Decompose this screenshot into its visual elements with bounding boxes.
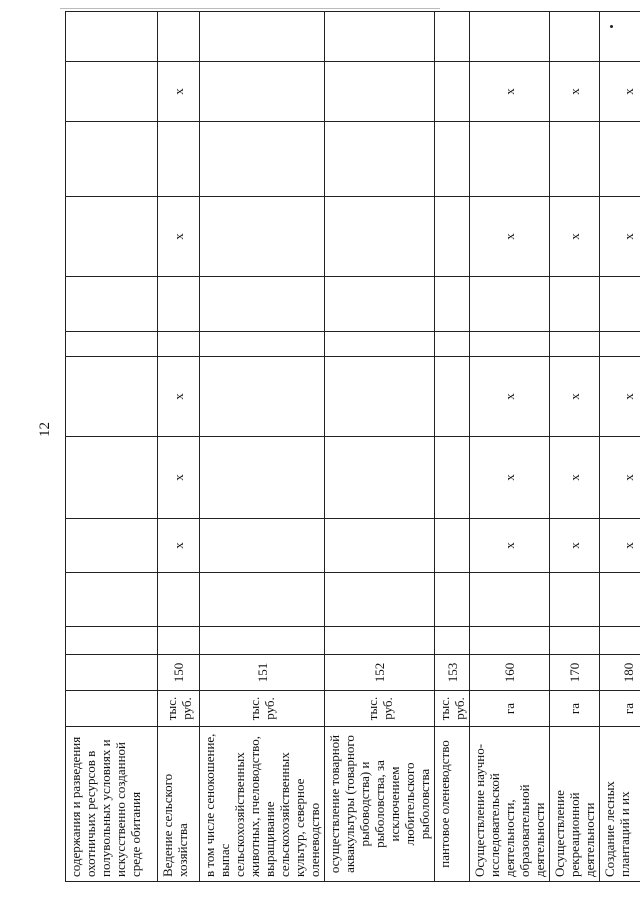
row-code-cell: 150 bbox=[158, 655, 200, 691]
empty-cell bbox=[435, 197, 470, 277]
cross-mark-cell: x bbox=[600, 357, 640, 437]
empty-cell bbox=[435, 277, 470, 332]
empty-cell bbox=[550, 332, 600, 357]
row-unit-cell: тыс. руб. bbox=[158, 691, 200, 727]
empty-cell bbox=[435, 62, 470, 122]
empty-cell bbox=[200, 332, 325, 357]
table-row bbox=[435, 12, 470, 882]
empty-cell bbox=[158, 12, 200, 62]
empty-cell bbox=[550, 573, 600, 627]
table-row bbox=[158, 12, 200, 882]
scan-top-edge bbox=[60, 8, 440, 9]
empty-cell bbox=[200, 62, 325, 122]
empty-cell bbox=[550, 122, 600, 197]
row-name-cell: Ведение сельского хозяйства bbox=[158, 727, 200, 882]
row-name-cell: осуществление товарной аквакультуры (товарного рыбоводства) и рыболовства, за исключением любительского рыболовства bbox=[325, 727, 435, 882]
empty-cell bbox=[66, 62, 158, 122]
empty-cell bbox=[158, 277, 200, 332]
empty-cell bbox=[435, 12, 470, 62]
table-row bbox=[550, 12, 600, 882]
empty-cell bbox=[325, 277, 435, 332]
row-code-cell: 153 bbox=[435, 655, 470, 691]
empty-cell bbox=[158, 122, 200, 197]
empty-cell bbox=[435, 357, 470, 437]
row-code-cell: 170 bbox=[550, 655, 600, 691]
empty-cell bbox=[158, 627, 200, 655]
row-name-cell: содержания и разведения охотничьих ресурсов в полувольных условиях и искусственно созданной среде обитания bbox=[66, 727, 158, 882]
empty-cell bbox=[470, 627, 550, 655]
row-unit-cell bbox=[66, 691, 158, 727]
empty-cell bbox=[600, 122, 640, 197]
empty-cell bbox=[66, 437, 158, 519]
row-name-cell: пантовое оленеводство bbox=[435, 727, 470, 882]
empty-cell bbox=[325, 627, 435, 655]
row-unit-cell: га bbox=[550, 691, 600, 727]
empty-cell bbox=[470, 573, 550, 627]
empty-cell bbox=[200, 122, 325, 197]
cross-mark-cell: x bbox=[550, 197, 600, 277]
empty-cell bbox=[325, 62, 435, 122]
empty-cell bbox=[66, 627, 158, 655]
empty-cell bbox=[325, 573, 435, 627]
empty-cell bbox=[66, 122, 158, 197]
cross-mark-cell: x bbox=[158, 357, 200, 437]
empty-cell bbox=[200, 627, 325, 655]
table-row bbox=[325, 12, 435, 882]
row-unit-cell: тыс. руб. bbox=[325, 691, 435, 727]
cross-mark-cell: x bbox=[550, 519, 600, 573]
cross-mark-cell: x bbox=[600, 519, 640, 573]
empty-cell bbox=[550, 277, 600, 332]
empty-cell bbox=[325, 437, 435, 519]
row-code-cell: 151 bbox=[200, 655, 325, 691]
empty-cell bbox=[200, 12, 325, 62]
empty-cell bbox=[550, 627, 600, 655]
empty-cell bbox=[66, 12, 158, 62]
row-code-cell: 152 bbox=[325, 655, 435, 691]
empty-cell bbox=[435, 122, 470, 197]
empty-cell bbox=[325, 197, 435, 277]
empty-cell bbox=[200, 357, 325, 437]
table-row bbox=[200, 12, 325, 882]
empty-cell bbox=[200, 277, 325, 332]
cross-mark-cell: x bbox=[158, 197, 200, 277]
table-row bbox=[600, 12, 640, 882]
empty-cell bbox=[200, 519, 325, 573]
empty-cell bbox=[600, 12, 640, 62]
empty-cell bbox=[470, 12, 550, 62]
data-table bbox=[65, 11, 640, 882]
cross-mark-cell: x bbox=[550, 357, 600, 437]
row-code-cell: 160 bbox=[470, 655, 550, 691]
empty-cell bbox=[470, 277, 550, 332]
row-name-cell: в том числе сенокошение, выпас сельскохозяйственных животных, пчеловодство, выращивание сельскохозяйственных культур, северное оленеводство bbox=[200, 727, 325, 882]
empty-cell bbox=[158, 573, 200, 627]
cross-mark-cell: x bbox=[158, 437, 200, 519]
empty-cell bbox=[470, 122, 550, 197]
empty-cell bbox=[325, 519, 435, 573]
page-number: 12 bbox=[37, 422, 53, 437]
row-code-cell bbox=[66, 655, 158, 691]
cross-mark-cell: x bbox=[550, 62, 600, 122]
rotated-table-container bbox=[65, 12, 636, 882]
empty-cell bbox=[66, 197, 158, 277]
empty-cell bbox=[600, 332, 640, 357]
empty-cell bbox=[600, 627, 640, 655]
empty-cell bbox=[435, 627, 470, 655]
empty-cell bbox=[325, 357, 435, 437]
empty-cell bbox=[200, 437, 325, 519]
empty-cell bbox=[325, 122, 435, 197]
cross-mark-cell: x bbox=[470, 357, 550, 437]
empty-cell bbox=[600, 277, 640, 332]
empty-cell bbox=[66, 573, 158, 627]
empty-cell bbox=[325, 332, 435, 357]
cross-mark-cell: x bbox=[600, 62, 640, 122]
empty-cell bbox=[435, 332, 470, 357]
row-name-cell: Осуществление научно-исследовательской деятельности, образовательной деятельности bbox=[470, 727, 550, 882]
empty-cell bbox=[470, 332, 550, 357]
empty-cell bbox=[66, 277, 158, 332]
table-row bbox=[470, 12, 550, 882]
cross-mark-cell: x bbox=[600, 197, 640, 277]
row-unit-cell: тыс. руб. bbox=[435, 691, 470, 727]
empty-cell bbox=[66, 519, 158, 573]
cross-mark-cell: x bbox=[470, 437, 550, 519]
row-unit-cell: га bbox=[470, 691, 550, 727]
cross-mark-cell: x bbox=[600, 437, 640, 519]
empty-cell bbox=[200, 197, 325, 277]
empty-cell bbox=[66, 332, 158, 357]
row-code-cell: 180 bbox=[600, 655, 640, 691]
row-name-cell: Создание лесных плантаций и их bbox=[600, 727, 640, 882]
empty-cell bbox=[158, 332, 200, 357]
empty-cell bbox=[600, 573, 640, 627]
empty-cell bbox=[66, 357, 158, 437]
table-row bbox=[66, 12, 158, 882]
cross-mark-cell: x bbox=[470, 519, 550, 573]
cross-mark-cell: x bbox=[470, 197, 550, 277]
cross-mark-cell: x bbox=[470, 62, 550, 122]
row-unit-cell: га bbox=[600, 691, 640, 727]
cross-mark-cell: x bbox=[550, 437, 600, 519]
row-unit-cell: тыс. руб. bbox=[200, 691, 325, 727]
empty-cell bbox=[435, 437, 470, 519]
empty-cell bbox=[435, 573, 470, 627]
empty-cell bbox=[435, 519, 470, 573]
cross-mark-cell: x bbox=[158, 519, 200, 573]
empty-cell bbox=[200, 573, 325, 627]
empty-cell bbox=[550, 12, 600, 62]
empty-cell bbox=[325, 12, 435, 62]
row-name-cell: Осуществление рекреационной деятельности bbox=[550, 727, 600, 882]
cross-mark-cell: x bbox=[158, 62, 200, 122]
